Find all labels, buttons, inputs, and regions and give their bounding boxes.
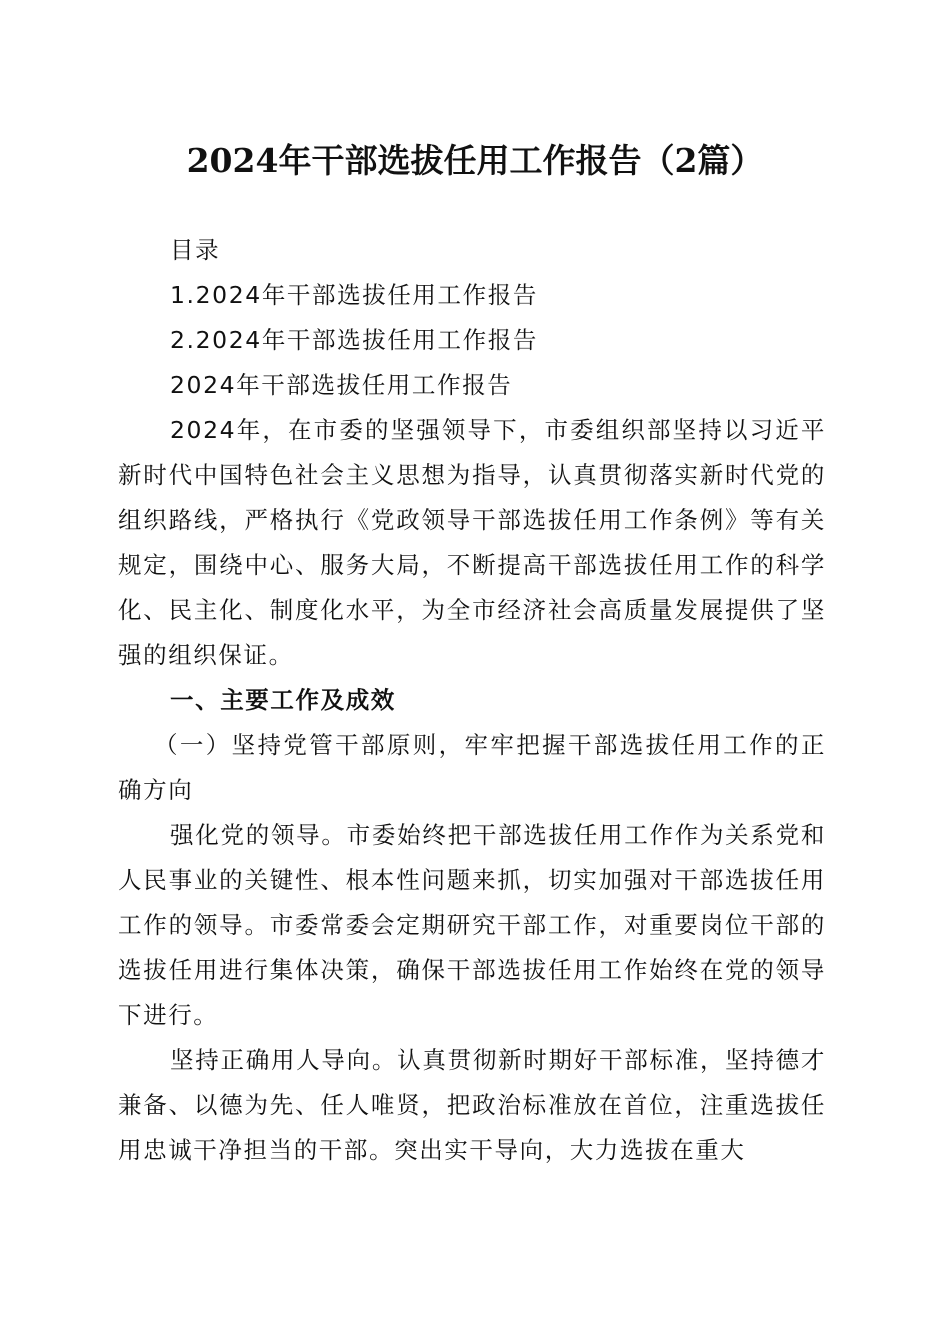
orientation-paragraph: 坚持正确用人导向。认真贯彻新时期好干部标准，坚持德才兼备、以德为先、任人唯贤，把政治标准放在首位，注重选拔任用忠诚干净担当的干部。突出实干导向，大力选拔在重大 xyxy=(118,1046,826,1164)
toc-item-1: 1.2024年干部选拔任用工作报告 xyxy=(170,281,538,309)
document-title: 2024年干部选拔任用工作报告（2篇） xyxy=(186,141,764,180)
toc-label: 目录 xyxy=(170,236,221,264)
document-body xyxy=(118,228,826,1173)
intro-paragraph: 2024年，在市委的坚强领导下，市委组织部坚持以习近平新时代中国特色社会主义思想为指导，认真贯彻落实新时代党的组织路线，严格执行《党政领导干部选拔任用工作条例》等有关规定，围绕中心、服务大局，不断提高干部选拔任用工作的科学化、民主化、制度化水平，为全市经济社会高质量发展提供了坚强的组织保证。 xyxy=(118,416,826,669)
subsection-heading: （一）坚持党管干部原则，牢牢把握干部选拔任用工作的正确方向 xyxy=(118,731,826,804)
leadership-paragraph: 强化党的领导。市委始终把干部选拔任用工作作为关系党和人民事业的关键性、根本性问题来抓，切实加强对干部选拔任用工作的领导。市委常委会定期研究干部工作，对重要岗位干部的选拔任用进行集体决策，确保干部选拔任用工作始终在党的领导下进行。 xyxy=(118,821,826,1029)
toc-item-2: 2.2024年干部选拔任用工作报告 xyxy=(170,326,538,354)
article-title: 2024年干部选拔任用工作报告 xyxy=(170,371,513,399)
section-heading: 一、主要工作及成效 xyxy=(170,686,396,714)
